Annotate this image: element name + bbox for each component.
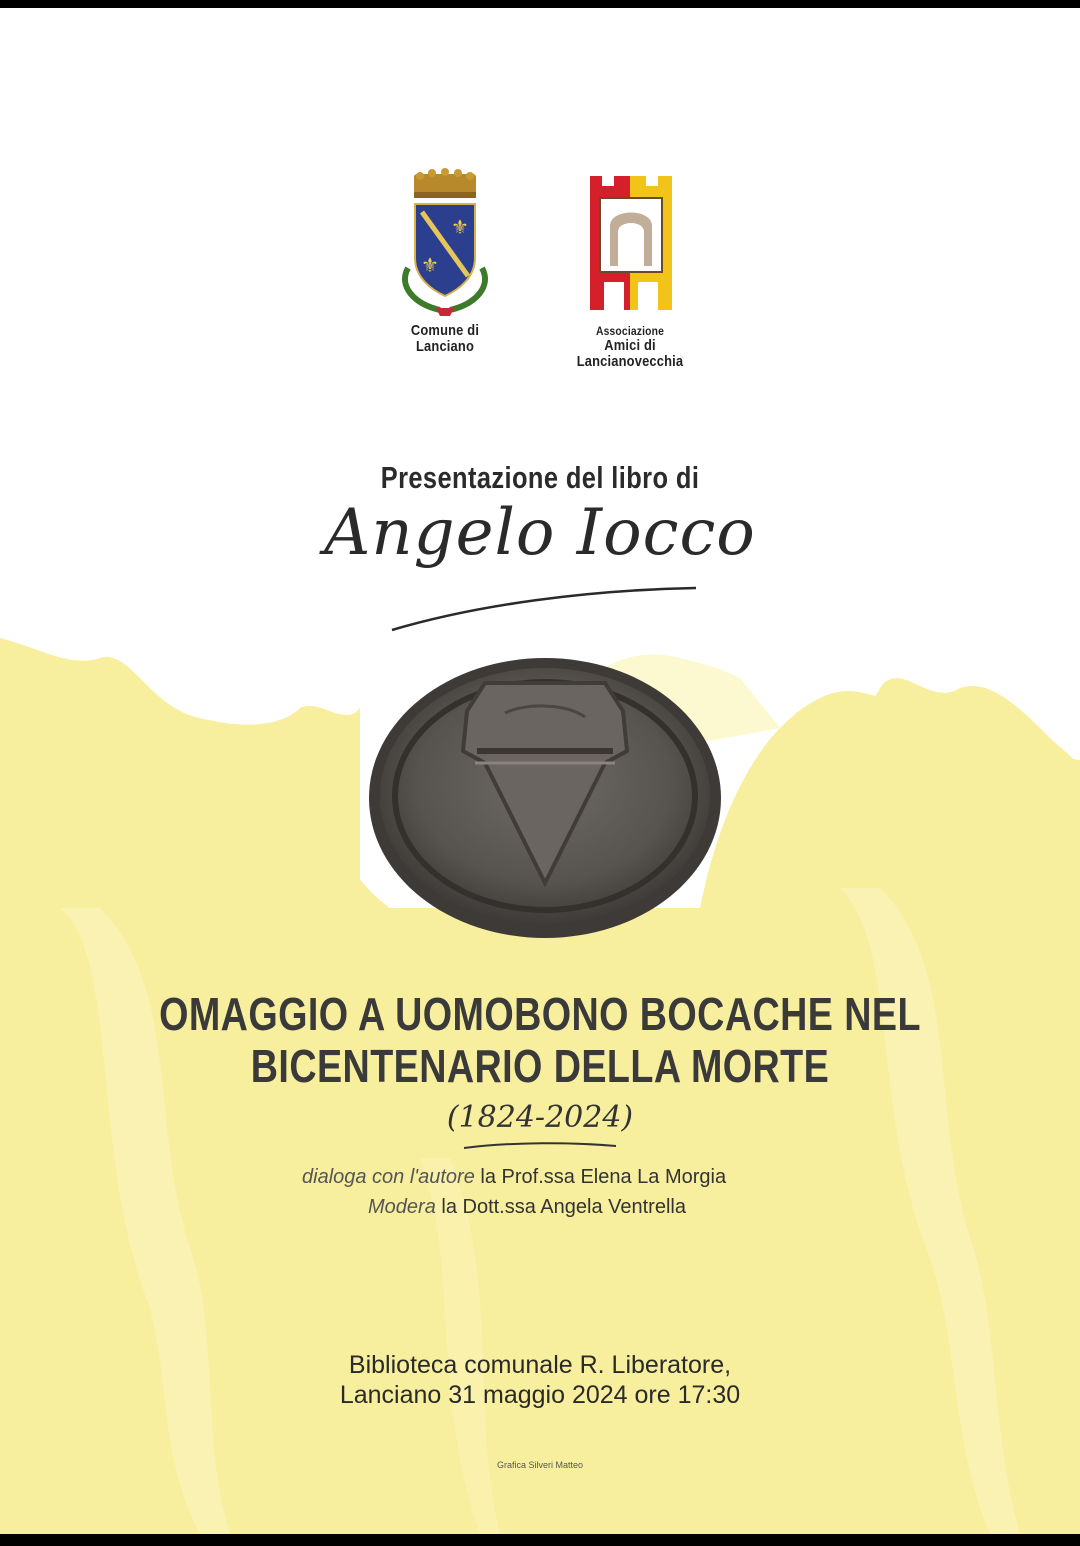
venue-info xyxy=(0,1350,1080,1410)
credit-line-2 xyxy=(368,1196,686,1219)
grafica-credit: Grafica Silveri Matteo xyxy=(496,1460,584,1470)
comune-coat-of-arms-icon xyxy=(390,168,500,318)
assoc-caption-line1: Associazione xyxy=(595,324,665,338)
credit-role: Modera xyxy=(368,1196,436,1218)
author-signature: Angelo Iocco xyxy=(324,496,756,570)
credit-role: dialoga con l'autore xyxy=(302,1166,475,1188)
years-underline xyxy=(462,1138,618,1152)
comune-caption: Comune di Lanciano xyxy=(410,322,480,355)
credit-line-1 xyxy=(302,1166,726,1189)
credit-person: la Prof.ssa Elena La Morgia xyxy=(480,1166,727,1188)
venue-line1: Biblioteca comunale R. Liberatore, xyxy=(348,1351,732,1379)
book-title xyxy=(97,988,983,1092)
assoc-caption-line2: Amici di Lancianovecchia xyxy=(576,337,684,370)
book-title-line1: OMAGGIO A UOMOBONO BOCACHE NEL xyxy=(159,988,921,1040)
years-range: (1824-2024) xyxy=(446,1100,634,1135)
comune-di-lanciano-logo xyxy=(370,168,520,355)
associazione-logo xyxy=(540,170,720,370)
venue-line2: Lanciano 31 maggio 2024 ore 17:30 xyxy=(339,1381,741,1409)
tower-logo-icon xyxy=(580,170,680,320)
signature-underline xyxy=(390,580,700,640)
svg-text:⚜: ⚜ xyxy=(451,215,469,239)
book-title-line2: BICENTENARIO DELLA MORTE xyxy=(250,1040,830,1092)
svg-text:⚜: ⚜ xyxy=(421,253,439,277)
event-poster xyxy=(0,8,1080,1534)
stone-seal-image xyxy=(365,653,725,943)
presentation-subtitle: Presentazione del libro di xyxy=(380,460,700,495)
credit-person: la Dott.ssa Angela Ventrella xyxy=(441,1196,686,1218)
